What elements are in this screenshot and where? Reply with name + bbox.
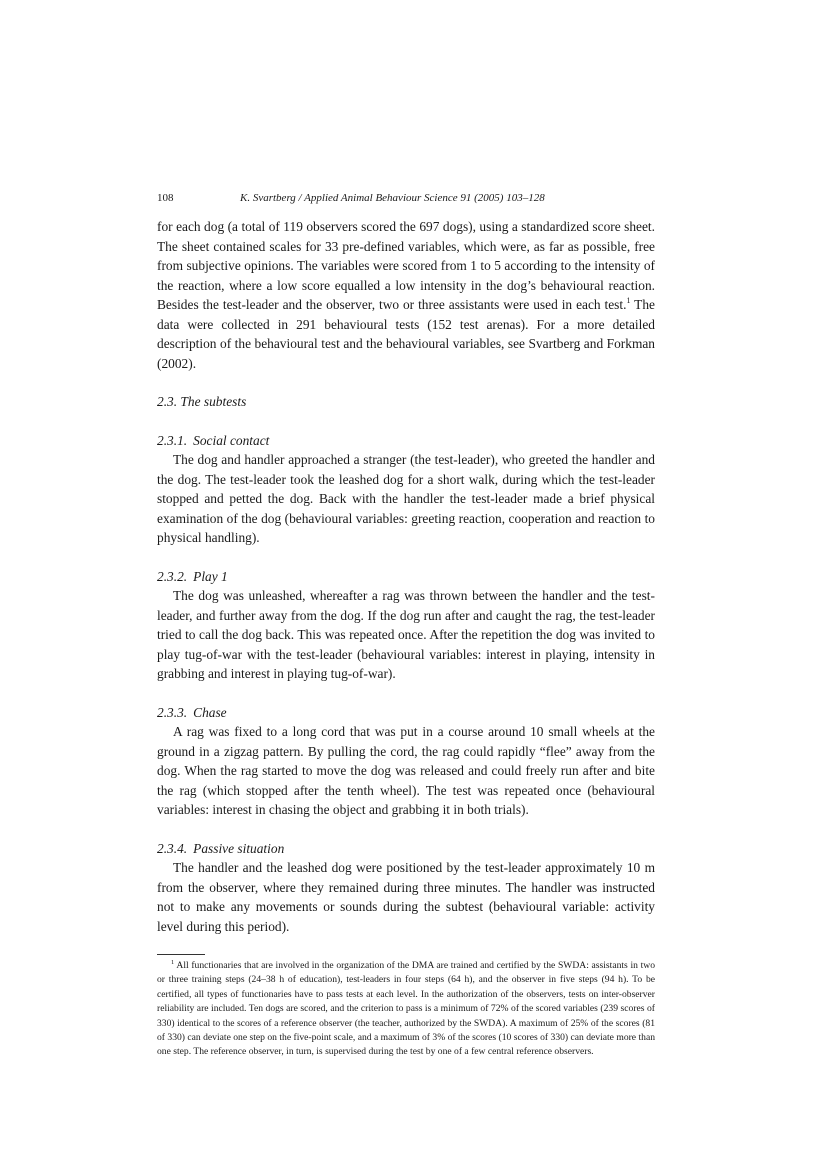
subsection-heading xyxy=(157,567,655,587)
subsection-number: 2.3.3. xyxy=(157,704,188,720)
subsection-passive-situation xyxy=(157,839,655,937)
subsection-paragraph: The dog and handler approached a stranger (the test-leader), who greeted the handler and the dog. The test-leader took the leashed dog for a short walk, during which the test-leader stopped and petted the dog. Back with the handler the test-leader made a brief physical examination of the dog (behavioural variables: greeting reaction, cooperation and reaction to physical handling). xyxy=(157,452,655,545)
footnote xyxy=(157,959,655,1060)
subsection-title: Social contact xyxy=(193,432,270,448)
intro-text-after-ref: The data were collected in 291 behavioural tests (152 test arenas). For a more detailed description of the behavioural test and the behavioural variables, see Svartberg and Forkman (2002). xyxy=(157,297,655,371)
intro-text-before-ref: for each dog (a total of 119 observers scored the 697 dogs), using a standardized score sheet. The sheet contained scales for 33 pre-defined variables, which were, as far as possible, free from subjective opinions. The variables were scored from 1 to 5 according to the intensity of the reaction, where a low score equalled a low intensity in the dog’s behavioural reaction. Besides the test-leader and the observer, two or three assistants were used in each test. xyxy=(157,219,655,312)
footnote-reference[interactable]: 1 xyxy=(626,296,631,305)
subsection-title: Play 1 xyxy=(193,568,228,584)
intro-paragraph xyxy=(157,217,655,373)
subsection-heading xyxy=(157,431,655,451)
journal-citation: K. Svartberg / Applied Animal Behaviour Science 91 (2005) 103–128 xyxy=(240,192,545,204)
subsection-paragraph: The handler and the leashed dog were positioned by the test-leader approximately 10 m from the observer, where they remained during three minutes. The handler was instructed not to make any movements or sounds during the subtest (behavioural variable: activity level during this period). xyxy=(157,860,655,934)
subsection-heading xyxy=(157,839,655,859)
section-heading: 2.3. The subtests xyxy=(157,394,247,409)
subsection-play-1 xyxy=(157,567,655,684)
footnote-divider xyxy=(157,954,205,955)
subsection-paragraph: A rag was fixed to a long cord that was put in a course around 10 small wheels at the ground in a zigzag pattern. By pulling the cord, the rag could rapidly “flee” away from the dog. When the rag started to move the dog was released and could freely run after and bite the rag (which stopped after the tenth wheel). The test was repeated once (behavioural variables: interest in chasing the object and grabbing it in both trials). xyxy=(157,724,655,817)
page-number: 108 xyxy=(157,192,174,204)
subsection-number: 2.3.4. xyxy=(157,840,188,856)
subsection-chase xyxy=(157,703,655,820)
subsection-social-contact xyxy=(157,431,655,548)
subsection-number: 2.3.2. xyxy=(157,568,188,584)
subsection-title: Passive situation xyxy=(193,840,285,856)
subsection-number: 2.3.1. xyxy=(157,432,188,448)
subsection-title: Chase xyxy=(193,704,227,720)
running-head xyxy=(157,192,655,210)
footnote-marker: 1 xyxy=(171,959,175,966)
footnote-text: All functionaries that are involved in the organization of the DMA are trained and certified by the SWDA: assistants in two or three training steps (24–38 h of education), test-leaders in four steps (64 h), and the observer in five steps (94 h). To be certified, all types of functionaries have to pass tests at each level. In the authorization of the observers, tests on inter-observer reliability are included. Ten dogs are scored, and the criterion to pass is a minimum of 72% of the scored variables (239 scores of 330) identical to the scores of a reference observer (the teacher, authorized by the SWDA). A maximum of 25% of the scores (81 of 330) can deviate one step on the five-point scale, and a maximum of 3% of the scores (10 scores of 330) can deviate more than one step. The reference observer, in turn, is supervised during the test by one of a few central reference observers. xyxy=(157,960,655,1058)
article-page xyxy=(157,192,655,1060)
subsection-paragraph: The dog was unleashed, whereafter a rag was thrown between the handler and the test-leader, and further away from the dog. If the dog run after and caught the rag, the test-leader tried to call the dog back. This was repeated once. After the repetition the dog was invited to play tug-of-war with the test-leader (behavioural variables: interest in playing, intensity in grabbing and interest in playing tug-of-war). xyxy=(157,588,655,681)
subsection-heading xyxy=(157,703,655,723)
